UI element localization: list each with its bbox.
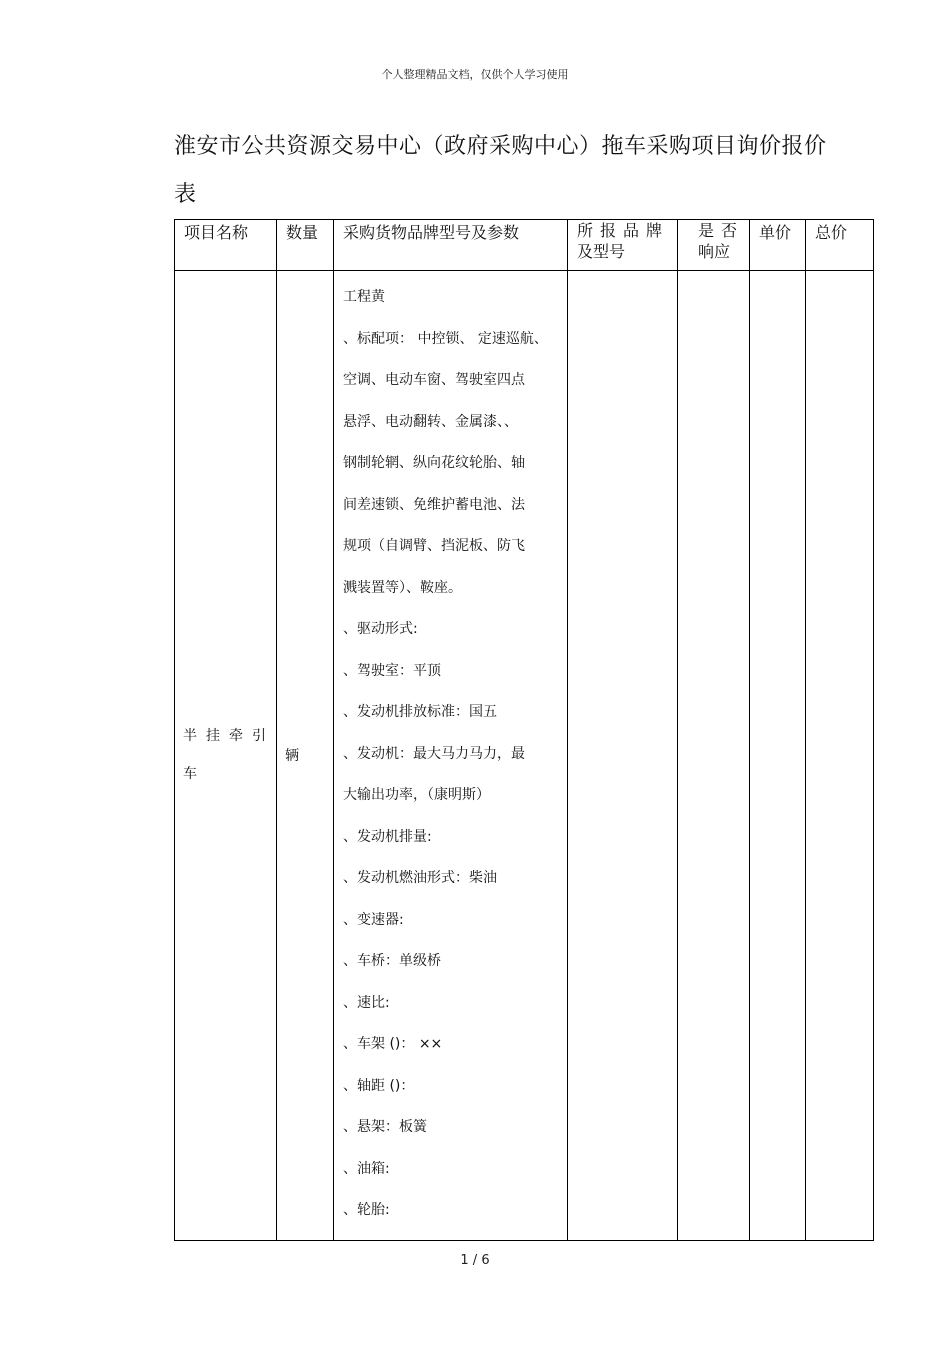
- spec-line: 、车架 ()： ××: [343, 1036, 443, 1052]
- spec-line: 大输出功率，（康明斯）: [343, 787, 490, 803]
- cell-unit-price: [750, 271, 806, 1241]
- spec-line: 、轴距 ()：: [343, 1077, 415, 1094]
- item-name-line2: 车: [183, 766, 197, 783]
- title-line-2: 表: [174, 182, 197, 207]
- spec-line: 、标配项： 中控锁、 定速巡航、: [343, 330, 548, 347]
- spec-line: 、变速器:: [343, 911, 404, 928]
- spec-line: 、车桥：单级桥: [343, 953, 441, 969]
- header-brand: [568, 220, 678, 271]
- header-total-price: 总价: [806, 220, 874, 271]
- cell-brand: [568, 271, 678, 1241]
- spec-line: 、驱动形式:: [343, 621, 418, 637]
- spec-line: 、驾驶室：平顶: [343, 662, 441, 679]
- header-brand-line2: 及型号: [577, 242, 626, 261]
- page-header-note: 个人整理精品文档，仅供个人学习使用: [381, 68, 569, 81]
- header-response: [678, 220, 750, 271]
- cell-specs: [334, 271, 568, 1241]
- table-row: [175, 271, 874, 1241]
- header-item-name: 项目名称: [175, 220, 277, 271]
- item-name-line1: 半挂牵引: [183, 728, 275, 745]
- quote-table: [174, 219, 874, 1241]
- spec-line: 、发动机：最大马力马力，最: [343, 745, 525, 762]
- cell-item-name: [175, 271, 277, 1241]
- header-response-line2: 响应: [698, 242, 731, 261]
- spec-line: 钢制轮辋、纵向花纹轮胎、轴: [343, 455, 525, 471]
- document-title: [174, 123, 874, 219]
- header-response-line1: 是否: [698, 221, 745, 240]
- spec-line: 、悬架：板簧: [343, 1119, 427, 1135]
- cell-total-price: [806, 271, 874, 1241]
- spec-line: 、发动机燃油形式：柴油: [343, 870, 497, 886]
- title-line-1: 淮安市公共资源交易中心（政府采购中心）拖车采购项目询价报价: [174, 134, 827, 159]
- spec-line: 间差速锁、免维护蓄电池、法: [343, 496, 525, 513]
- header-row: [175, 220, 874, 271]
- cell-quantity: 辆: [277, 271, 334, 1241]
- spec-line: 、速比:: [343, 994, 390, 1011]
- spec-line: 、轮胎:: [343, 1202, 390, 1218]
- header-quantity: 数量: [277, 220, 334, 271]
- spec-line: 、油箱:: [343, 1160, 390, 1177]
- spec-line: 、发动机排量:: [343, 828, 432, 845]
- cell-response: [678, 271, 750, 1241]
- header-brand-line1: 所报品牌: [577, 221, 670, 240]
- page-number: 1 / 6: [460, 1253, 490, 1268]
- spec-line: 悬浮、电动翻转、金属漆、、: [343, 413, 518, 430]
- header-unit-price: 单价: [750, 220, 806, 271]
- spec-line: 、发动机排放标准：国五: [343, 704, 497, 720]
- header-specs: 采购货物品牌型号及参数: [334, 220, 568, 271]
- spec-line: 空调、电动车窗、驾驶室四点: [343, 372, 525, 388]
- spec-line: 溅装置等）、鞍座。: [343, 579, 462, 596]
- spec-line: 规项（自调臂、挡泥板、防飞: [343, 538, 525, 554]
- spec-line: 工程黄: [343, 289, 385, 305]
